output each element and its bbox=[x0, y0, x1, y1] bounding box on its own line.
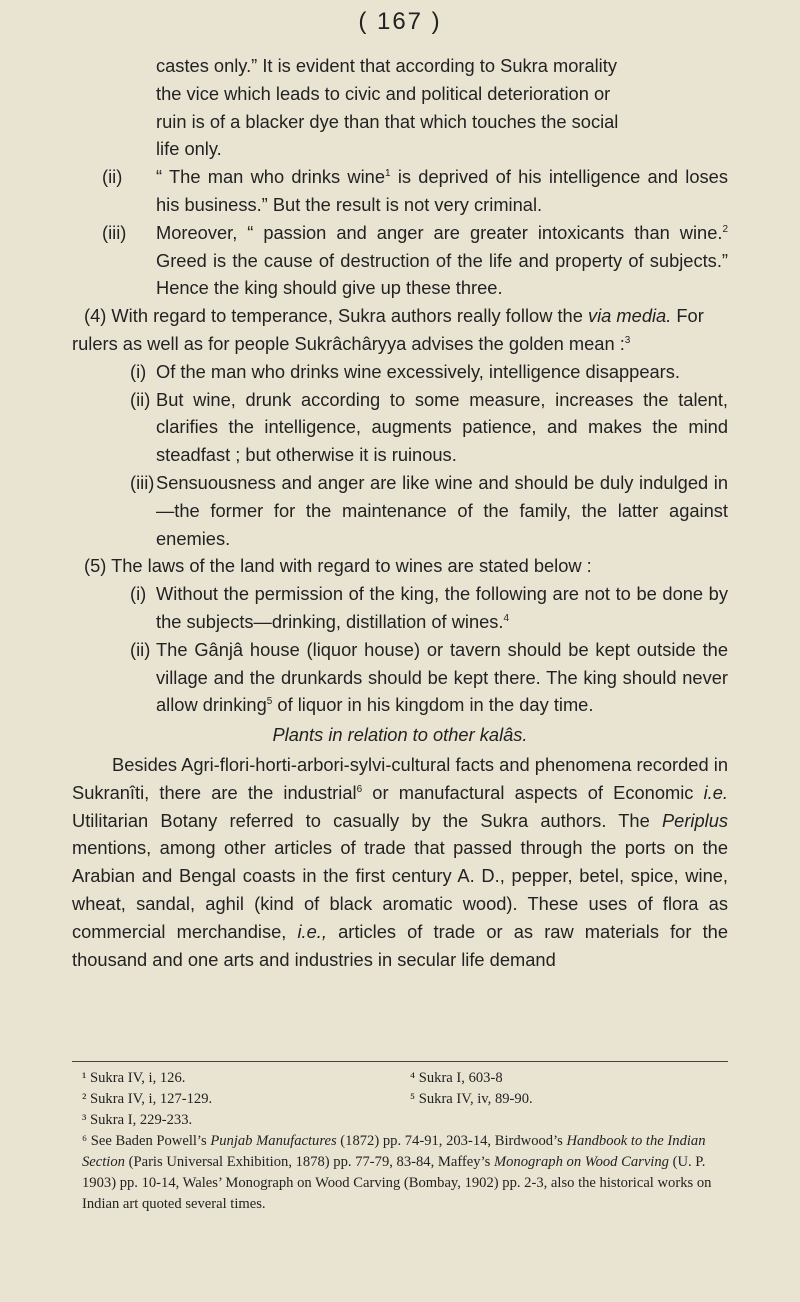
text-line-3: ruin is of a blacker dye than that which touches the social bbox=[156, 110, 619, 132]
footnote-4: ⁴ Sukra I, 603-8 bbox=[410, 1070, 503, 1086]
para-text: (5) The laws of the land with regard to wines are stated below : bbox=[84, 555, 592, 577]
footnote-3: ³ Sukra I, 229-233. bbox=[82, 1112, 193, 1128]
footnote-text: (Paris Universal Exhibition, 1878) pp. 77-79, 83-84, Maffey’s bbox=[124, 1154, 494, 1170]
footnote-ref: 1 bbox=[385, 168, 391, 180]
footnote-row bbox=[72, 1068, 728, 1089]
list-item-iii bbox=[72, 219, 728, 302]
text-line-4: life only. bbox=[156, 138, 222, 160]
para-text: or manufactural aspects of Economic bbox=[362, 781, 704, 803]
item-text: Sensuousness and anger are like wine and should be duly indulged in—the former for the maintenance of the family, the latter against enemies. bbox=[156, 471, 728, 549]
item-label: (ii) bbox=[130, 388, 151, 410]
para-italic: i.e., bbox=[297, 920, 327, 942]
footnote-text: ⁶ See Baden Powell’s bbox=[82, 1133, 211, 1149]
para-text: mentions, among other articles of trade that passed through the ports on the Arabian and Bengal coasts in the first century A. D., pepper, betel, spice, wine, wheat, sandal, aghil (kind of black aromatic wood). These uses of flora as commercial merchandise, bbox=[72, 837, 728, 942]
footnote-row bbox=[72, 1089, 728, 1110]
footnotes bbox=[72, 1068, 728, 1215]
footnote-6 bbox=[72, 1131, 728, 1215]
item-label: (i) bbox=[130, 583, 147, 605]
list-item-4-i bbox=[72, 358, 728, 386]
item-text: Without the permission of the king, the following are not to be done by the subjects—drinking, distillation of wines. bbox=[156, 583, 728, 632]
item-label: (iii) bbox=[130, 471, 155, 493]
item-label: (ii) bbox=[102, 166, 123, 188]
footnote-1: ¹ Sukra IV, i, 126. bbox=[82, 1070, 186, 1086]
text-line bbox=[72, 52, 728, 80]
paragraph-4 bbox=[72, 302, 728, 358]
footnote-5: ⁵ Sukra IV, iv, 89-90. bbox=[410, 1091, 533, 1107]
item-text: Greed is the cause of destruction of the life and property of subjects.” Hence the king should give up these three. bbox=[156, 249, 728, 299]
item-text: Of the man who drinks wine excessively, intelligence disappears. bbox=[156, 360, 680, 382]
footnote-ref: 2 bbox=[722, 223, 728, 235]
footnote-title: Handbook to the Indian Section bbox=[82, 1133, 706, 1170]
item-text: The Gânjâ house (liquor house) or tavern should be kept outside the village and the drunkards should be kept there. The king should never allow drinking bbox=[156, 638, 728, 716]
item-label: (iii) bbox=[102, 221, 127, 243]
footnote-text: (1872) pp. 74-91, 203-14, Birdwood’s bbox=[336, 1133, 567, 1149]
footnote-title: Monograph on Wood Carving bbox=[493, 1154, 669, 1170]
item-text: “ The man who drinks wine bbox=[156, 166, 386, 188]
footnote-ref: 4 bbox=[503, 612, 510, 624]
list-item-ii bbox=[72, 163, 728, 219]
item-text: But wine, drunk according to some measure, increases the talent, clarifies the intelligence, augments patience, and makes the mind steadfast ; but otherwise it is ruinous. bbox=[156, 388, 728, 466]
para-text: articles of trade or as raw materials for the thousand and one arts and industries in secular life demand bbox=[72, 920, 728, 970]
para-text: Utilitarian Botany referred to casually by the Sukra authors. The bbox=[72, 809, 662, 831]
page-number: ( 167 ) bbox=[358, 8, 442, 35]
list-item-4-iii bbox=[72, 469, 728, 552]
footnote-text: (U. P. 1903) pp. 10-14, Wales’ Monograph on Wood Carving (Bombay, 1902) pp. 2-3, also the historical works on Indian art quoted several times. bbox=[82, 1154, 712, 1212]
para-italic: via media. bbox=[587, 305, 672, 327]
footnote-row bbox=[72, 1110, 728, 1131]
para-italic: i.e. bbox=[703, 781, 728, 803]
list-item-5-i bbox=[72, 580, 728, 636]
footnote-ref: 3 bbox=[624, 334, 631, 346]
footnote-2: ² Sukra IV, i, 127-129. bbox=[82, 1091, 213, 1107]
footnote-divider bbox=[72, 1061, 728, 1062]
item-label: (ii) bbox=[130, 638, 151, 660]
para-text: For rulers as well as for people Sukrâchâryya advises the golden mean : bbox=[72, 305, 704, 354]
body-paragraph bbox=[72, 751, 728, 973]
text-line-1: castes only.” It is evident that according to Sukra morality bbox=[156, 55, 617, 76]
item-text: of liquor in his kingdom in the day time. bbox=[272, 694, 594, 716]
item-label: (i) bbox=[130, 360, 147, 382]
text-line bbox=[72, 80, 728, 108]
para-text: (4) With regard to temperance, Sukra authors really follow the bbox=[84, 305, 588, 327]
book-title: Periplus bbox=[661, 809, 728, 831]
section-heading: Plants in relation to other kalâs. bbox=[272, 724, 528, 746]
text-line bbox=[72, 108, 728, 136]
text-line-2: the vice which leads to civic and political deterioration or bbox=[156, 82, 611, 104]
footnote-title: Punjab Manufactures bbox=[210, 1133, 337, 1149]
text-line bbox=[72, 135, 728, 163]
list-item-4-ii bbox=[72, 386, 728, 469]
item-text: Moreover, “ passion and anger are greater intoxicants than wine. bbox=[156, 221, 723, 243]
paragraph-5 bbox=[72, 552, 728, 580]
para-text: Besides Agri-flori-horti-arbori-sylvi-cultural facts and phenomena recorded in Sukranîti, there are the industrial bbox=[72, 753, 728, 803]
main-text bbox=[72, 52, 728, 973]
list-item-5-ii bbox=[72, 636, 728, 719]
item-text: is deprived of his intelligence and loses his business.” But the result is not very criminal. bbox=[156, 166, 728, 215]
footnote-ref: 6 bbox=[356, 783, 363, 795]
footnote-ref: 5 bbox=[266, 696, 273, 708]
